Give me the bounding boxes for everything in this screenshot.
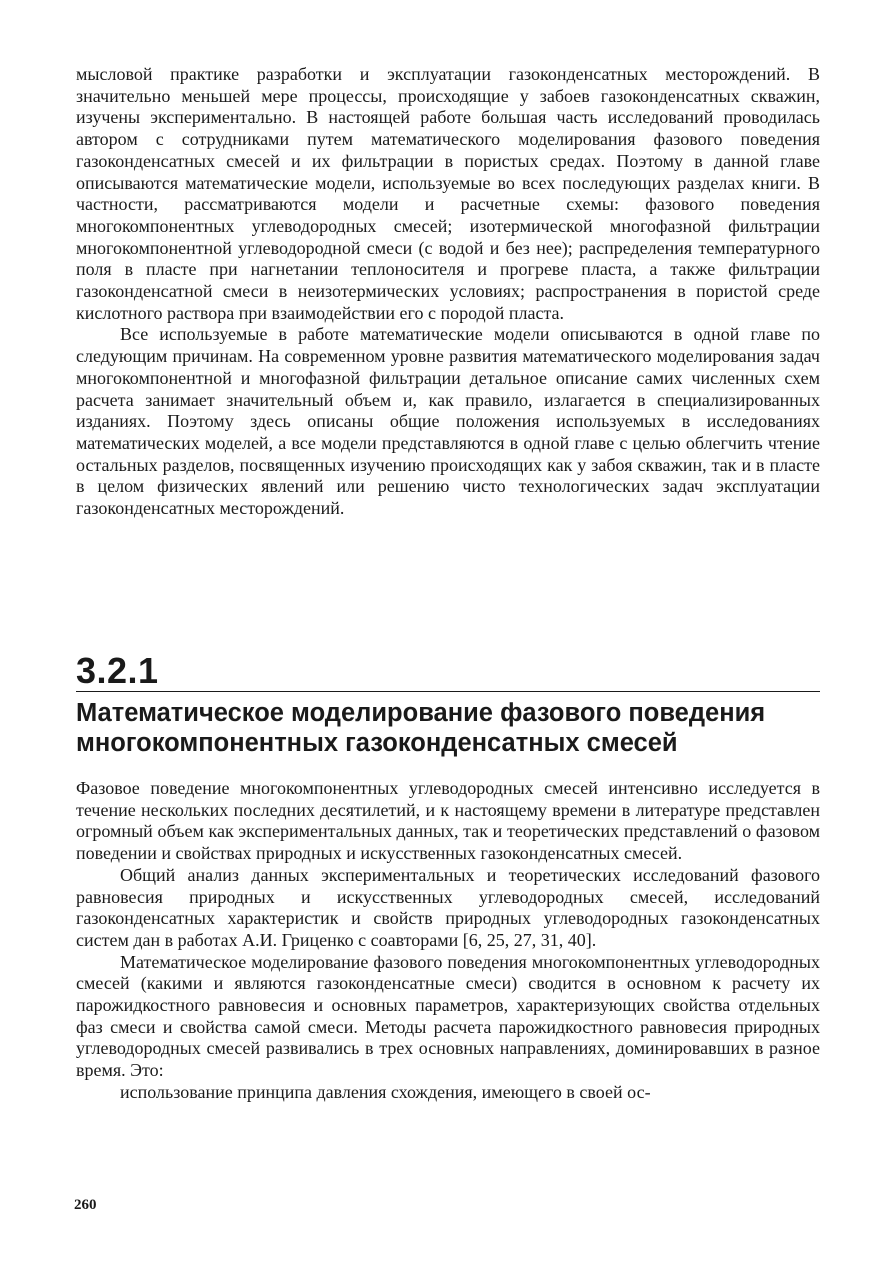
section-text-block bbox=[76, 778, 820, 1104]
page-number: 260 bbox=[74, 1197, 97, 1213]
section-divider bbox=[76, 691, 820, 692]
paragraph-models-rationale: Все используемые в работе математические модели описываются в одной главе по следующим причинам. На современном уровне развития математического моделирования задач многокомпонентной и многофазной фильтрации детальное описание самих численных схем расчета занимает значительный объем и, как правило, излагается в специализированных изданиях. Поэтому здесь описаны общие положения используемых в исследованиях математических моделей, а все модели представляются в одной главе с целью облегчить чтение остальных разделов, посвященных изучению происходящих как у забоя скважин, так и в пласте в целом физических явлений или решению чисто технологических задач эксплуатации газоконденсатных месторождений. bbox=[76, 324, 820, 519]
section-number: 3.2.1 bbox=[76, 650, 159, 691]
paragraph-phase-behavior: Фазовое поведение многокомпонентных углеводородных смесей интенсивно исследуется в течение нескольких последних десятилетий, и к настоящему времени в литературе представлен огромный объем как экспериментальных данных, так и теоретических представлений о фазовом поведении и свойствах природных и искусственных газоконденсатных смесей. bbox=[76, 778, 820, 864]
section-title: Математическое моделирование фазового поведения многокомпонентных газоконденсатных смесей bbox=[76, 699, 766, 757]
paragraph-modeling-methods: Математическое моделирование фазового поведения многокомпонентных углеводородных смесей (какими и являются газоконденсатные смеси) сводится в основном к расчету их парожидкостного равновесия и основных параметров, характеризующих свойства отдельных фаз смеси и свойства самой смеси. Методы расчета парожидкостного равновесия природных углеводородных смесей развивались в трех основных направлениях, доминировавших в разное время. Это: bbox=[76, 951, 820, 1081]
intro-text-block bbox=[76, 64, 820, 520]
paragraph-convergence-pressure: использование принципа давления схождения, имеющего в своей ос- bbox=[120, 1081, 651, 1102]
paragraph-general-analysis: Общий анализ данных экспериментальных и теоретических исследований фазового равновесия природных и искусственных углеводородных смесей, исследований газоконденсатных характеристик и свойств природных углеводородных газоконденсатных систем дан в работах А.И. Гриценко с соавторами [6, 25, 27, 31, 40]. bbox=[76, 864, 820, 950]
paragraph-continuation: мысловой практике разработки и эксплуатации газоконденсатных месторождений. В значительно меньшей мере процессы, происходящие у забоев газоконденсатных скважин, изучены экспериментально. В настоящей работе большая часть исследований проводилась автором с сотрудниками путем математического моделирования фазового поведения газоконденсатных смесей и их фильтрации в пористых средах. Поэтому в данной главе описываются математические модели, используемые во всех последующих разделах книги. В частности, рассматриваются модели и расчетные схемы: фазового поведения многокомпонентных углеводородных смесей; изотермической многофазной фильтрации многокомпонентной углеводородной смеси (с водой и без нее); распределения температурного поля в пласте при нагнетании теплоносителя и прогреве пласта, а также фильтрации газоконденсатной смеси в неизотермических условиях; распространения в пористой среде кислотного раствора при взаимодействии его с породой пласта. bbox=[76, 64, 820, 323]
